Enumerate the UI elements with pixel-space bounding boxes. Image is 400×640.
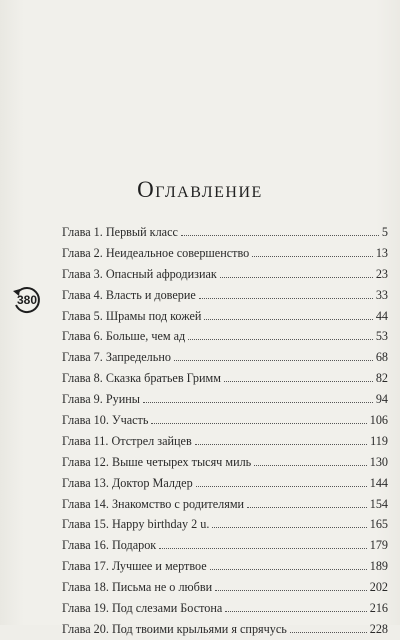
toc-dot-leader [159, 548, 367, 549]
toc-dot-leader [212, 527, 366, 528]
toc-entry [62, 431, 388, 452]
toc-entry [62, 347, 388, 368]
toc-dot-leader [195, 444, 367, 445]
toc-dot-leader [224, 381, 373, 382]
toc-entry-title: Глава 7. Запредельно [62, 350, 171, 365]
toc-entry [62, 494, 388, 515]
toc-entry-page: 216 [369, 601, 388, 616]
toc-entry-page: 179 [369, 538, 388, 553]
toc-dot-leader [196, 486, 367, 487]
toc-entry-title: Глава 16. Подарок [62, 538, 157, 553]
toc-entry-title: Глава 4. Власть и доверие [62, 287, 196, 302]
toc-entry [62, 264, 388, 285]
toc-entry-page: 82 [375, 371, 388, 386]
toc-entry-title: Глава 11. Отстрел зайцев [62, 433, 192, 448]
toc-entry-title: Глава 15. Happy birthday 2 u. [62, 517, 210, 532]
toc-entry-title: Глава 6. Больше, чем ад [62, 329, 186, 344]
toc-entry-page: 228 [369, 621, 388, 636]
toc-dot-leader [220, 277, 373, 278]
toc-entry-page: 202 [369, 580, 388, 595]
page-count-badge [10, 283, 44, 317]
toc-entry [62, 514, 388, 535]
toc-entry [62, 598, 388, 619]
toc-entry-page: 33 [375, 287, 388, 302]
toc-dot-leader [143, 402, 373, 403]
toc-dot-leader [181, 235, 379, 236]
toc-entry-page: 119 [370, 433, 388, 448]
toc-entry-page: 53 [375, 329, 388, 344]
toc-entry [62, 410, 388, 431]
toc-entry-title: Глава 19. Под слезами Бостона [62, 601, 223, 616]
toc-entry [62, 452, 388, 473]
toc-entry-title: Глава 20. Под твоими крыльями я спрячусь [62, 621, 287, 636]
toc-dot-leader [215, 590, 367, 591]
toc-entry-title: Глава 9. Руины [62, 392, 140, 407]
page-count-value: 380 [16, 293, 38, 307]
toc-entry [62, 535, 388, 556]
toc-entry [62, 285, 388, 306]
toc-entry-page: 13 [375, 245, 388, 260]
toc-entry-title: Глава 3. Опасный афродизиак [62, 266, 217, 281]
toc-entry-title: Глава 14. Знакомство с родителями [62, 496, 245, 511]
toc-dot-leader [252, 256, 373, 257]
toc-dot-leader [225, 611, 366, 612]
toc-entry [62, 326, 388, 347]
toc-entry-page: 154 [369, 496, 388, 511]
toc-entry-title: Глава 5. Шрамы под кожей [62, 308, 202, 323]
toc-entry-title: Глава 2. Неидеальное совершенство [62, 245, 250, 260]
toc-entry [62, 243, 388, 264]
toc-entry-page: 130 [369, 454, 388, 469]
toc-dot-leader [151, 423, 366, 424]
toc-entry-page: 44 [375, 308, 388, 323]
toc-entry-title: Глава 18. Письма не о любви [62, 580, 213, 595]
toc-dot-leader [204, 319, 372, 320]
toc-entry [62, 222, 388, 243]
toc-dot-leader [247, 507, 367, 508]
toc-entry-title: Глава 1. Первый класс [62, 225, 178, 239]
toc-entry [62, 619, 388, 640]
toc-entry-page: 5 [381, 225, 388, 239]
toc-entry-page: 94 [375, 392, 388, 407]
toc-entry-page: 165 [369, 517, 388, 532]
toc-dot-leader [188, 339, 373, 340]
toc-entry [62, 368, 388, 389]
toc-entry [62, 306, 388, 327]
toc-entry-page: 68 [375, 350, 388, 365]
toc-dot-leader [199, 298, 373, 299]
toc-entry-title: Глава 10. Участь [62, 413, 149, 428]
toc-dot-leader [254, 465, 366, 466]
toc-entry-page: 189 [369, 559, 388, 574]
toc-entry-title: Глава 8. Сказка братьев Гримм [62, 371, 221, 386]
toc-entry-page: 106 [369, 413, 388, 428]
toc-dot-leader [210, 569, 367, 570]
toc-entry-page: 23 [375, 266, 388, 281]
toc-entry-title: Глава 17. Лучшее и мертвое [62, 559, 207, 574]
toc-entry [62, 556, 388, 577]
page-title: Оглавление [137, 177, 263, 202]
toc-entry-page: 144 [369, 475, 388, 490]
toc-entry [62, 389, 388, 410]
toc-dot-leader [174, 360, 373, 361]
toc-entry [62, 577, 388, 598]
toc-entry-title: Глава 12. Выше четырех тысяч миль [62, 454, 252, 469]
toc-entry [62, 473, 388, 494]
toc-dot-leader [290, 632, 367, 633]
toc-entry-title: Глава 13. Доктор Малдер [62, 475, 193, 490]
table-of-contents [62, 222, 388, 640]
